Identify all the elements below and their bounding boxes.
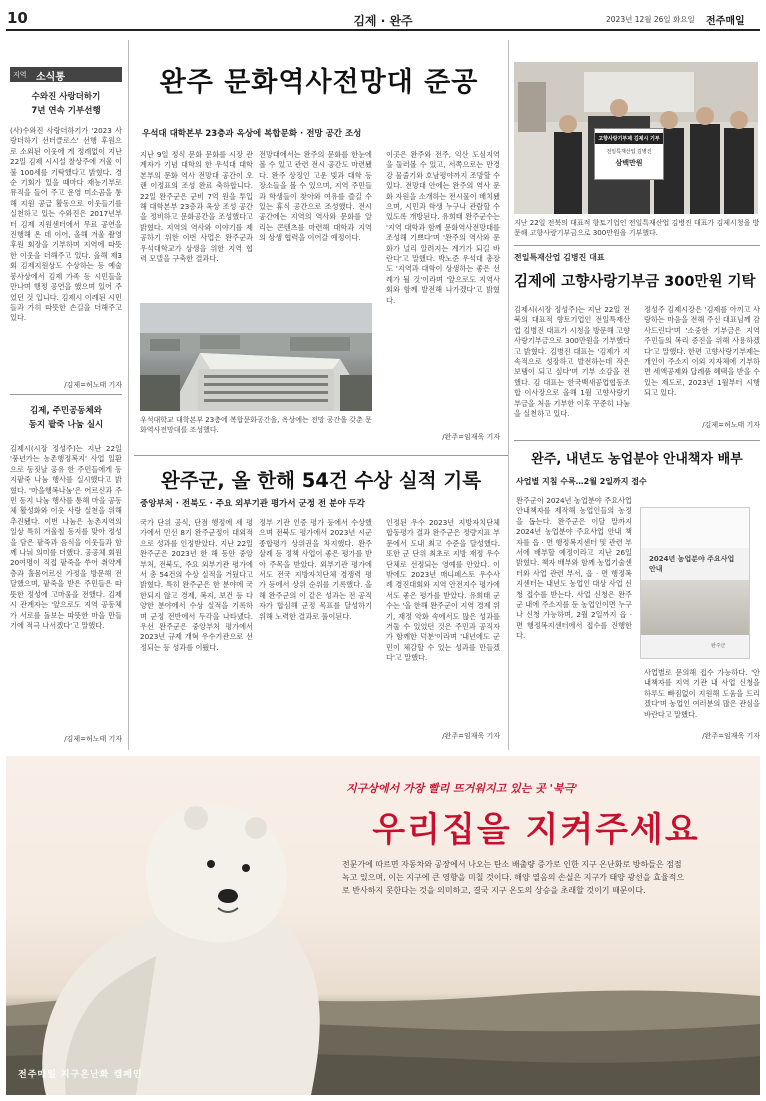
donation-col1-text: 김제시(시장 정성주)는 지난 22일 전북의 대표적 향토기업인 전일특재산업 김병진 대표가 시청을 방문해 고향사랑기부금으로 300만원을 기부했다고 밝혔다. 김병진 대표는 '김제가 지속적으로 성장하고 발전하는데 작은 보탬이 되고 싶다'며 기부 소감을 전했다. 김 대표는 한국백새공업협동조합 이사장으로 올해 1월 고향사랑기부금을 처음 기부한 이후 꾸준히 나눔을 실천하고 있다.: [514, 305, 630, 419]
sidebar-tag: [10, 67, 122, 82]
main-col2-text: 전망대에서는 완주의 문화를 한눈에 볼 수 있고 관련 전시 공간도 마련됐다. 완주 상징인 고운 빛과 대학 등 장소들을 볼 수 있으며, 지역 주민들과 학생들이 찾아와 여유를 즐길 수 있는 휴식 공간으로 조성했다. 전시 공간에는 지역의 역사와 문화를 알리는 콘텐츠를 마련해 대학과 지역의 상생 협력을 이어갈 예정이다.: [259, 150, 372, 243]
book-publisher: 완주군: [711, 643, 726, 649]
book-photo-band: [641, 580, 749, 635]
sidebar-tag-title: 소식통: [36, 72, 65, 83]
ad-body-line1: 전문가에 따르면 자동차와 공장에서 나오는 탄소 배출량 증가로 인한 지구 온난화로 방하들은 점점: [342, 860, 682, 869]
guide-top-rule: [514, 440, 760, 441]
main-photo: [140, 303, 372, 411]
donation-board-line3: 삼백만원: [615, 159, 643, 167]
donation-col2: [644, 305, 760, 415]
main-byline: /완주=임재욱 기자: [442, 433, 500, 441]
awards-vertical-rule: [508, 460, 509, 750]
donation-headline: 김제에 고향사랑기부금 300만원 기탁: [514, 274, 756, 290]
guide-byline: /완주=임재욱 기자: [702, 732, 760, 740]
main-col1: [140, 150, 253, 300]
main-vertical-rule: [508, 40, 509, 460]
donation-kicker: 전일특재산업 김병진 대표: [514, 253, 605, 262]
main-col2: [259, 150, 372, 300]
awards-col1: [140, 518, 253, 740]
ad-body: [342, 858, 752, 897]
sidebar-vertical-rule: [128, 40, 129, 750]
guide-col1: [516, 496, 632, 738]
ad-body-line2: 녹고 있으며, 이는 지구에 큰 영향을 미칠 것이다. 해양 열음의 손실은 지구가 태양 광선을 효율적으: [342, 873, 685, 882]
donation-divider: [514, 245, 760, 246]
page-number: 10: [7, 9, 28, 27]
guide-col2-text: 사업별로 문의해 접수 가능하다. '안내책자를 지역 기관 내 사업 신청을 하루도 빠짐없이 지원해 도움을 드리겠다'며 농업인 여러분의 많은 관심을 바란다고 말했다.: [644, 668, 760, 719]
awards-col3: [386, 518, 500, 728]
issue-date: 2023년 12월 26일 화요일: [606, 15, 695, 24]
section-name: 김제 · 완주: [353, 14, 413, 28]
sidebar-divider: [10, 394, 122, 395]
donation-board-line1: 고향사랑기부제 김제시 기부: [595, 133, 663, 144]
awards-headline: 완주군, 올 한해 54건 수상 실적 기록: [160, 469, 482, 492]
sidebar-story2-body: [10, 444, 122, 726]
guide-book-cover: [640, 507, 750, 659]
main-col3-text: 이곳은 완주와 전주, 익산 도심지역을 둘러볼 수 있고, 서쪽으로는 만경강 물줄기와 호남평야까지 조망할 수 있다. 전망대 안에는 완주의 역사 문화 자원을 소개하는 전시물이 배치됐으며, 시민과 학생 누구나 관람할 수 있도록 개방된다. 유희태 완주군수는 '지역 대학과 함께 문화역사전망대를 조성해 기쁘다'며 '완주의 역사와 문화가 널리 알려지는 계기가 되길 바란다'고 말했다. 박노준 우석대 총장도 '지역과 대학이 상생하는 좋은 선례가 될 것'이라며 '앞으로도 지역사회와 함께 발전해 나가겠다'고 밝혔다.: [386, 150, 500, 305]
ad-body-line3: 로 반사하지 못한다는 것을 의미하고, 결국 지구 온도의 상승을 초래할 것이기 때문이다.: [342, 886, 646, 895]
awards-byline: /완주=임재욱 기자: [442, 732, 500, 740]
donation-col2-text: 정성주 김제시장은 '김제를 아끼고 사랑하는 마음을 전해 주신 대표님께 감사드린다'며 '소중한 기부금은 지역 주민들의 복리 증진을 위해 사용하겠다'고 말했다. 한편 고향사랑기부제는 개인이 주소지 이외 지자체에 기부하면 세액공제와 답례품 혜택을 받을 수 있는 제도로, 2023년 1월부터 시행되고 있다.: [644, 305, 760, 398]
donation-board-line2: 전일특재산업 김병진: [606, 149, 652, 155]
awards-col1-text: 국가 단위 공식, 단점 행정에 세 평가에서 민선 8기 완주군정이 대외적으로 성과를 인정받았다. 지난 22일 완주군은 2023년 한 해 동안 중앙부처, 전북도, 주요 외부기관 평가에서 총 54건의 수상 실적을 거뒀다고 밝혔다. 특히 완주군은 한 분야에 국한되지 않고 경제, 복지, 보건 등 다양한 분야에서 수상 실적을 기록하며 군정 전반에서 두각을 나타냈다. 우선 완주군은 중앙부처 평가에서 2023년 규제 개혁 우수기관으로 선정되는 등 성과를 이뤘다.: [140, 518, 253, 652]
donation-photo: [514, 62, 758, 214]
main-col1-text: 지난 9일 정식 문화 문화를 시장 관계자가 기념 대학의 한 우석대 대학본부의 문화 역사 전망대 공간이 오랜 이정표의 조성 완료 축하합니다. 22일 완주군은 군비 7억 원을 투입해 대학본부 23층과 옥상 조성 공간을 정비하고 문화공간을 조성했다고 밝혔다. 지역의 역사와 이야기를 제공하기 위한 이번 사업은 완주군과 우석대학교가 상생을 위한 지역 협력 모델을 구축한 결과다.: [140, 150, 253, 264]
sidebar-story2-title: [10, 404, 122, 432]
climate-ad: [6, 756, 760, 1095]
sidebar-story1-text: (사)수와진 사랑더하기가 '2023 사랑더하기 선터클로스' 선행 후원으로 소외된 이웃에 게 정례없이 지난 22일 김제 시시설 찰상주에 겨울 이불 100세를 기탁했다고 밝혔다. 경순 기회가 있을 때마다 재능기부로 뮤직을 들어 주고 운영 미소곰을 통해 지원 공급 활동으로 이웃들기를 실천하고 있는 수와진은 2017년부터 김제 지원센터에서 무료 공연을 진행해 온 데 이어, 올해 겨울 촬영 후원 회장을 기부하며 지역에 따뜻한 이웃을 더해주고 있다. 올해 제3회 김제지원상도 수상하는 등 예술 봉사상에서 김제 가족 등 시민들을 만나며 행정 공연을 했으며 있어 주었던 것 입니다. 김제시 이례된 시민들과 가히 따뜻한 손길을 더해주고 있다.: [10, 126, 122, 323]
sidebar-story2-title-line1: 김제, 주민공동체와: [30, 406, 102, 416]
book-top-band: [641, 508, 749, 548]
guide-col2: [644, 668, 760, 724]
paper-name: 전주매일: [706, 16, 745, 27]
header-rule: [6, 29, 760, 31]
donation-board: [594, 128, 664, 180]
main-headline: 완주 문화역사전망대 준공: [159, 67, 479, 98]
ad-footer: 전주매일 지구온난화 캠페인: [18, 1070, 143, 1080]
sidebar-story2-text: 김제시(시장 정성주)는 지난 22일 '풍년가는 농촌행정복지' 사업 일환으로 동짓날 공유 한 주민들에게 동지팥죽 나눔 행사를 실시했다고 밝혔다. '마을행복나눔'은 어르신과 주민 동지 나눔 행사를 통해 마을 공동체 활성화와 이웃 사랑 실천을 위해 추진됐다. 이번 나눔은 농촌지역의 일상 특히 겨울철 동지를 맞아 정성을 담은 팥죽과 음식을 이웃들과 함께 나눠 의미를 더했다. 공공체 회원 20여명이 직접 팥죽을 쑤어 취약계층과 홀몸어르신 가정을 방문해 전달했으며, 팥죽을 받은 주민들은 따뜻한 정성에 고마움을 전했다. 김제시 관계자는 '앞으로도 지역 공동체가 서로를 돌보는 따뜻한 마을 만들기에 적극 나서겠다'고 말했다.: [10, 444, 122, 630]
sidebar-story2-title-line2: 동지 팥죽 나눔 실시: [28, 420, 104, 430]
ad-headline: 우리집을 지켜주세요: [372, 810, 700, 850]
sidebar-story1-byline: /김제=허노태 기자: [64, 381, 122, 389]
donation-byline: /김제=허노태 기자: [702, 421, 760, 429]
ad-tagline: 지구상에서 가장 빨리 뜨거워지고 있는 곳 '북극': [346, 782, 578, 795]
sidebar-story2-byline: /김제=허노태 기자: [64, 735, 122, 743]
sidebar-story1-body: [10, 126, 122, 372]
main-photo-caption: 우석대학교 대학본부 23층에 복합문화공간을, 옥상에는 전망 공간을 갖춘 문화역사전망대를 조성했다.: [140, 416, 372, 434]
awards-top-rule: [134, 455, 508, 456]
donation-photo-caption: 지난 22일 전북의 대표적 향토기업인 전일특재산업 김병진 대표가 김제시청을 방문해 고향사랑기부금으로 300만원을 기부했다.: [514, 219, 760, 237]
aerial-campus-illustration: [140, 303, 372, 411]
donation-col1: [514, 305, 630, 455]
main-col3: [386, 150, 500, 428]
awards-col2: [259, 518, 372, 740]
sidebar-story1-title-line2: 7년 연속 기부선행: [31, 106, 101, 116]
sidebar-tag-region: 지역: [13, 71, 27, 79]
sidebar-story1-title: [10, 90, 122, 118]
awards-subhead: 중앙부처 · 전북도 · 주요 외부기관 평가서 군정 전 분야 두각: [140, 499, 365, 509]
awards-col3-text: 인정된 우수 2023년 지방자치단체 합동평가 결과 완주군은 정량지표 부문에서 도내 최고 수준을 달성했다. 또한 군 단위 최초로 지방 재정 우수 단체로 선정되는 영예를 안았다. 이 밖에도 2023년 매니페스토 우수사례 경진대회와 지역 안전지수 평가에서도 좋은 평가를 받았다. 유희태 군수는 '올 한해 완주군이 지역 경제 위기, 재정 악화 속에서도 많은 성과를 거둘 수 있었던 것은 주민과 공직자가 함께한 덕분'이라며 '내년에도 군민이 체감할 수 있는 성과를 만들겠다'고 말했다.: [386, 518, 500, 663]
awards-col2-text: 정부 기관 인증 평가 등에서 수상했으며 전북도 평가에서 2023년 시군 종합평가 상위권을 차지했다. 완주 삼례 등 정책 사업이 좋은 평가를 받아 주목을 받았다. 외부기관 평가에서도 전국 지방자치단체 경쟁력 평가 등에서 상위 순위를 기록했다. 올해 완주군의 이 같은 성과는 전 공직자가 합심해 군정 목표를 달성하기 위해 노력한 결과로 풀이된다.: [259, 518, 372, 621]
guide-col1-text: 완주군이 2024년 농업분야 주요사업 안내책자를 제작해 농업인들의 농정을 돕는다. 완주군은 이달 말까지 2024년 농업분야 주요사업 안내 책자를 읍 · 면 행정복지센터 및 관련 부서에 배부할 예정이라고 지난 26일 밝혔다. 책자 배부와 함께 농업기술센터와 사업 관련 부서, 읍 · 면 행정복지센터는 내년도 농업인 대상 사업 신청 접수를 받는다. 사업 신청은 완주군 내에 주소지를 둔 농업인이면 누구나 신청 가능하며, 2월 2일까지 읍 · 면 행정복지센터에서 접수를 진행한다.: [516, 496, 632, 641]
book-title: 2024년 농업분야 주요사업 안내: [649, 555, 735, 573]
main-subhead: 우석대 대학본부 23층과 옥상에 복합문화 · 전망 공간 조성: [142, 129, 362, 139]
sidebar-story1-title-line1: 수와진 사랑더하기: [31, 92, 101, 102]
guide-subhead: 사업별 지침 수록…2월 2일까지 접수: [516, 477, 647, 486]
guide-headline: 완주, 내년도 농업분야 안내책자 배부: [531, 452, 743, 467]
